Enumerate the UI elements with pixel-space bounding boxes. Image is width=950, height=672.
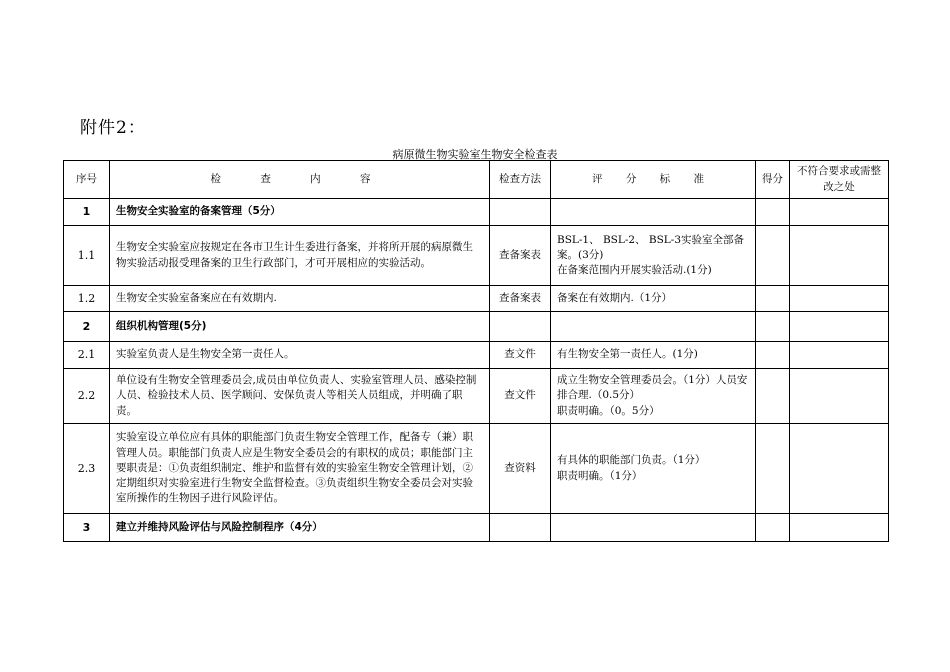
row-content: 生物安全实验室备案应在有效期内. xyxy=(110,286,490,312)
note-cell xyxy=(790,369,889,424)
attachment-label: 附件2： xyxy=(80,118,146,138)
row-seq: 1.1 xyxy=(64,226,110,286)
row-content: 单位设有生物安全管理委员会,成员由单位负责人、实验室管理人员、感染控制人员、检验技术人员、医学顾问、安保负责人等相关人员组成，并明确了职责。 xyxy=(110,369,490,424)
row-method: 查文件 xyxy=(490,369,551,424)
table-row xyxy=(64,342,889,369)
row-seq: 2.3 xyxy=(64,424,110,514)
row-criteria: 有生物安全第一责任人。(1分) xyxy=(551,342,756,369)
inspection-table xyxy=(63,160,889,542)
score-cell xyxy=(756,424,790,514)
row-method: 查资料 xyxy=(490,424,551,514)
row-seq: 1.2 xyxy=(64,286,110,312)
header-note: 不符合要求或需整改之处 xyxy=(790,161,889,199)
criteria-line: 成立生物安全管理委员会。（1分）人员安排合理.（0.5分） xyxy=(557,374,748,402)
criteria-line: 有具体的职能部门负责。（1分） xyxy=(557,454,706,467)
empty-cell xyxy=(551,199,756,226)
header-method: 检查方法 xyxy=(490,161,551,199)
row-seq: 2.1 xyxy=(64,342,110,369)
row-criteria xyxy=(551,424,756,514)
note-cell xyxy=(790,342,889,369)
table-row xyxy=(64,424,889,514)
criteria-line: 职责明确。（1分） xyxy=(557,469,643,482)
criteria-line: 职责明确。（0。5分） xyxy=(557,404,660,417)
empty-cell xyxy=(551,514,756,542)
note-cell xyxy=(790,312,889,342)
score-cell xyxy=(756,514,790,542)
section-title: 建立并维持风险评估与风险控制程序（4分） xyxy=(110,514,490,542)
empty-cell xyxy=(490,199,551,226)
row-content: 实验室负责人是生物安全第一责任人。 xyxy=(110,342,490,369)
header-seq: 序号 xyxy=(64,161,110,199)
header-content: 检 查 内 容 xyxy=(110,161,490,199)
row-criteria xyxy=(551,226,756,286)
row-method: 查文件 xyxy=(490,342,551,369)
table-row xyxy=(64,369,889,424)
table-row xyxy=(64,286,889,312)
criteria-line: BSL-1、 BSL-2、 BSL-3实验室全部备案。(3分) xyxy=(557,233,745,261)
section-seq: 3 xyxy=(64,514,110,542)
note-cell xyxy=(790,286,889,312)
score-cell xyxy=(756,199,790,226)
empty-cell xyxy=(490,514,551,542)
section-title: 生物安全实验室的备案管理（5分） xyxy=(110,199,490,226)
header-score: 得分 xyxy=(756,161,790,199)
table-row xyxy=(64,226,889,286)
row-seq: 2.2 xyxy=(64,369,110,424)
row-content: 生物安全实验室应按规定在各市卫生计生委进行备案，并将所开展的病原微生物实验活动报受理备案的卫生行政部门，才可开展相应的实验活动。 xyxy=(110,226,490,286)
score-cell xyxy=(756,226,790,286)
note-cell xyxy=(790,226,889,286)
section-seq: 2 xyxy=(64,312,110,342)
row-method: 查备案表 xyxy=(490,226,551,286)
row-method: 查备案表 xyxy=(490,286,551,312)
row-criteria: 备案在有效期内.（1分） xyxy=(551,286,756,312)
score-cell xyxy=(756,369,790,424)
section-row xyxy=(64,514,889,542)
empty-cell xyxy=(490,312,551,342)
header-row xyxy=(64,161,889,199)
score-cell xyxy=(756,312,790,342)
row-content: 实验室设立单位应有具体的职能部门负责生物安全管理工作，配备专（兼）职管理人员。职能部门负责人应是生物安全委员会的有职权的成员；职能部门主要职责是：①负责组织制定、维护和监督有效的实验室生物安全管理计划，②定期组织对实验室进行生物安全监督检查。③负责组织生物安全委员会对实验室所操作的生物因子进行风险评估。 xyxy=(110,424,490,514)
score-cell xyxy=(756,286,790,312)
row-criteria xyxy=(551,369,756,424)
section-title: 组织机构管理(5分) xyxy=(110,312,490,342)
empty-cell xyxy=(551,312,756,342)
section-row xyxy=(64,199,889,226)
note-cell xyxy=(790,424,889,514)
note-cell xyxy=(790,199,889,226)
section-row xyxy=(64,312,889,342)
note-cell xyxy=(790,514,889,542)
criteria-line: 在备案范围内开展实验活动.(1分) xyxy=(557,264,712,277)
section-seq: 1 xyxy=(64,199,110,226)
table-title: 病原微生物实验室生物安全检查表 xyxy=(392,148,558,161)
score-cell xyxy=(756,342,790,369)
header-criteria: 评 分 标 准 xyxy=(551,161,756,199)
